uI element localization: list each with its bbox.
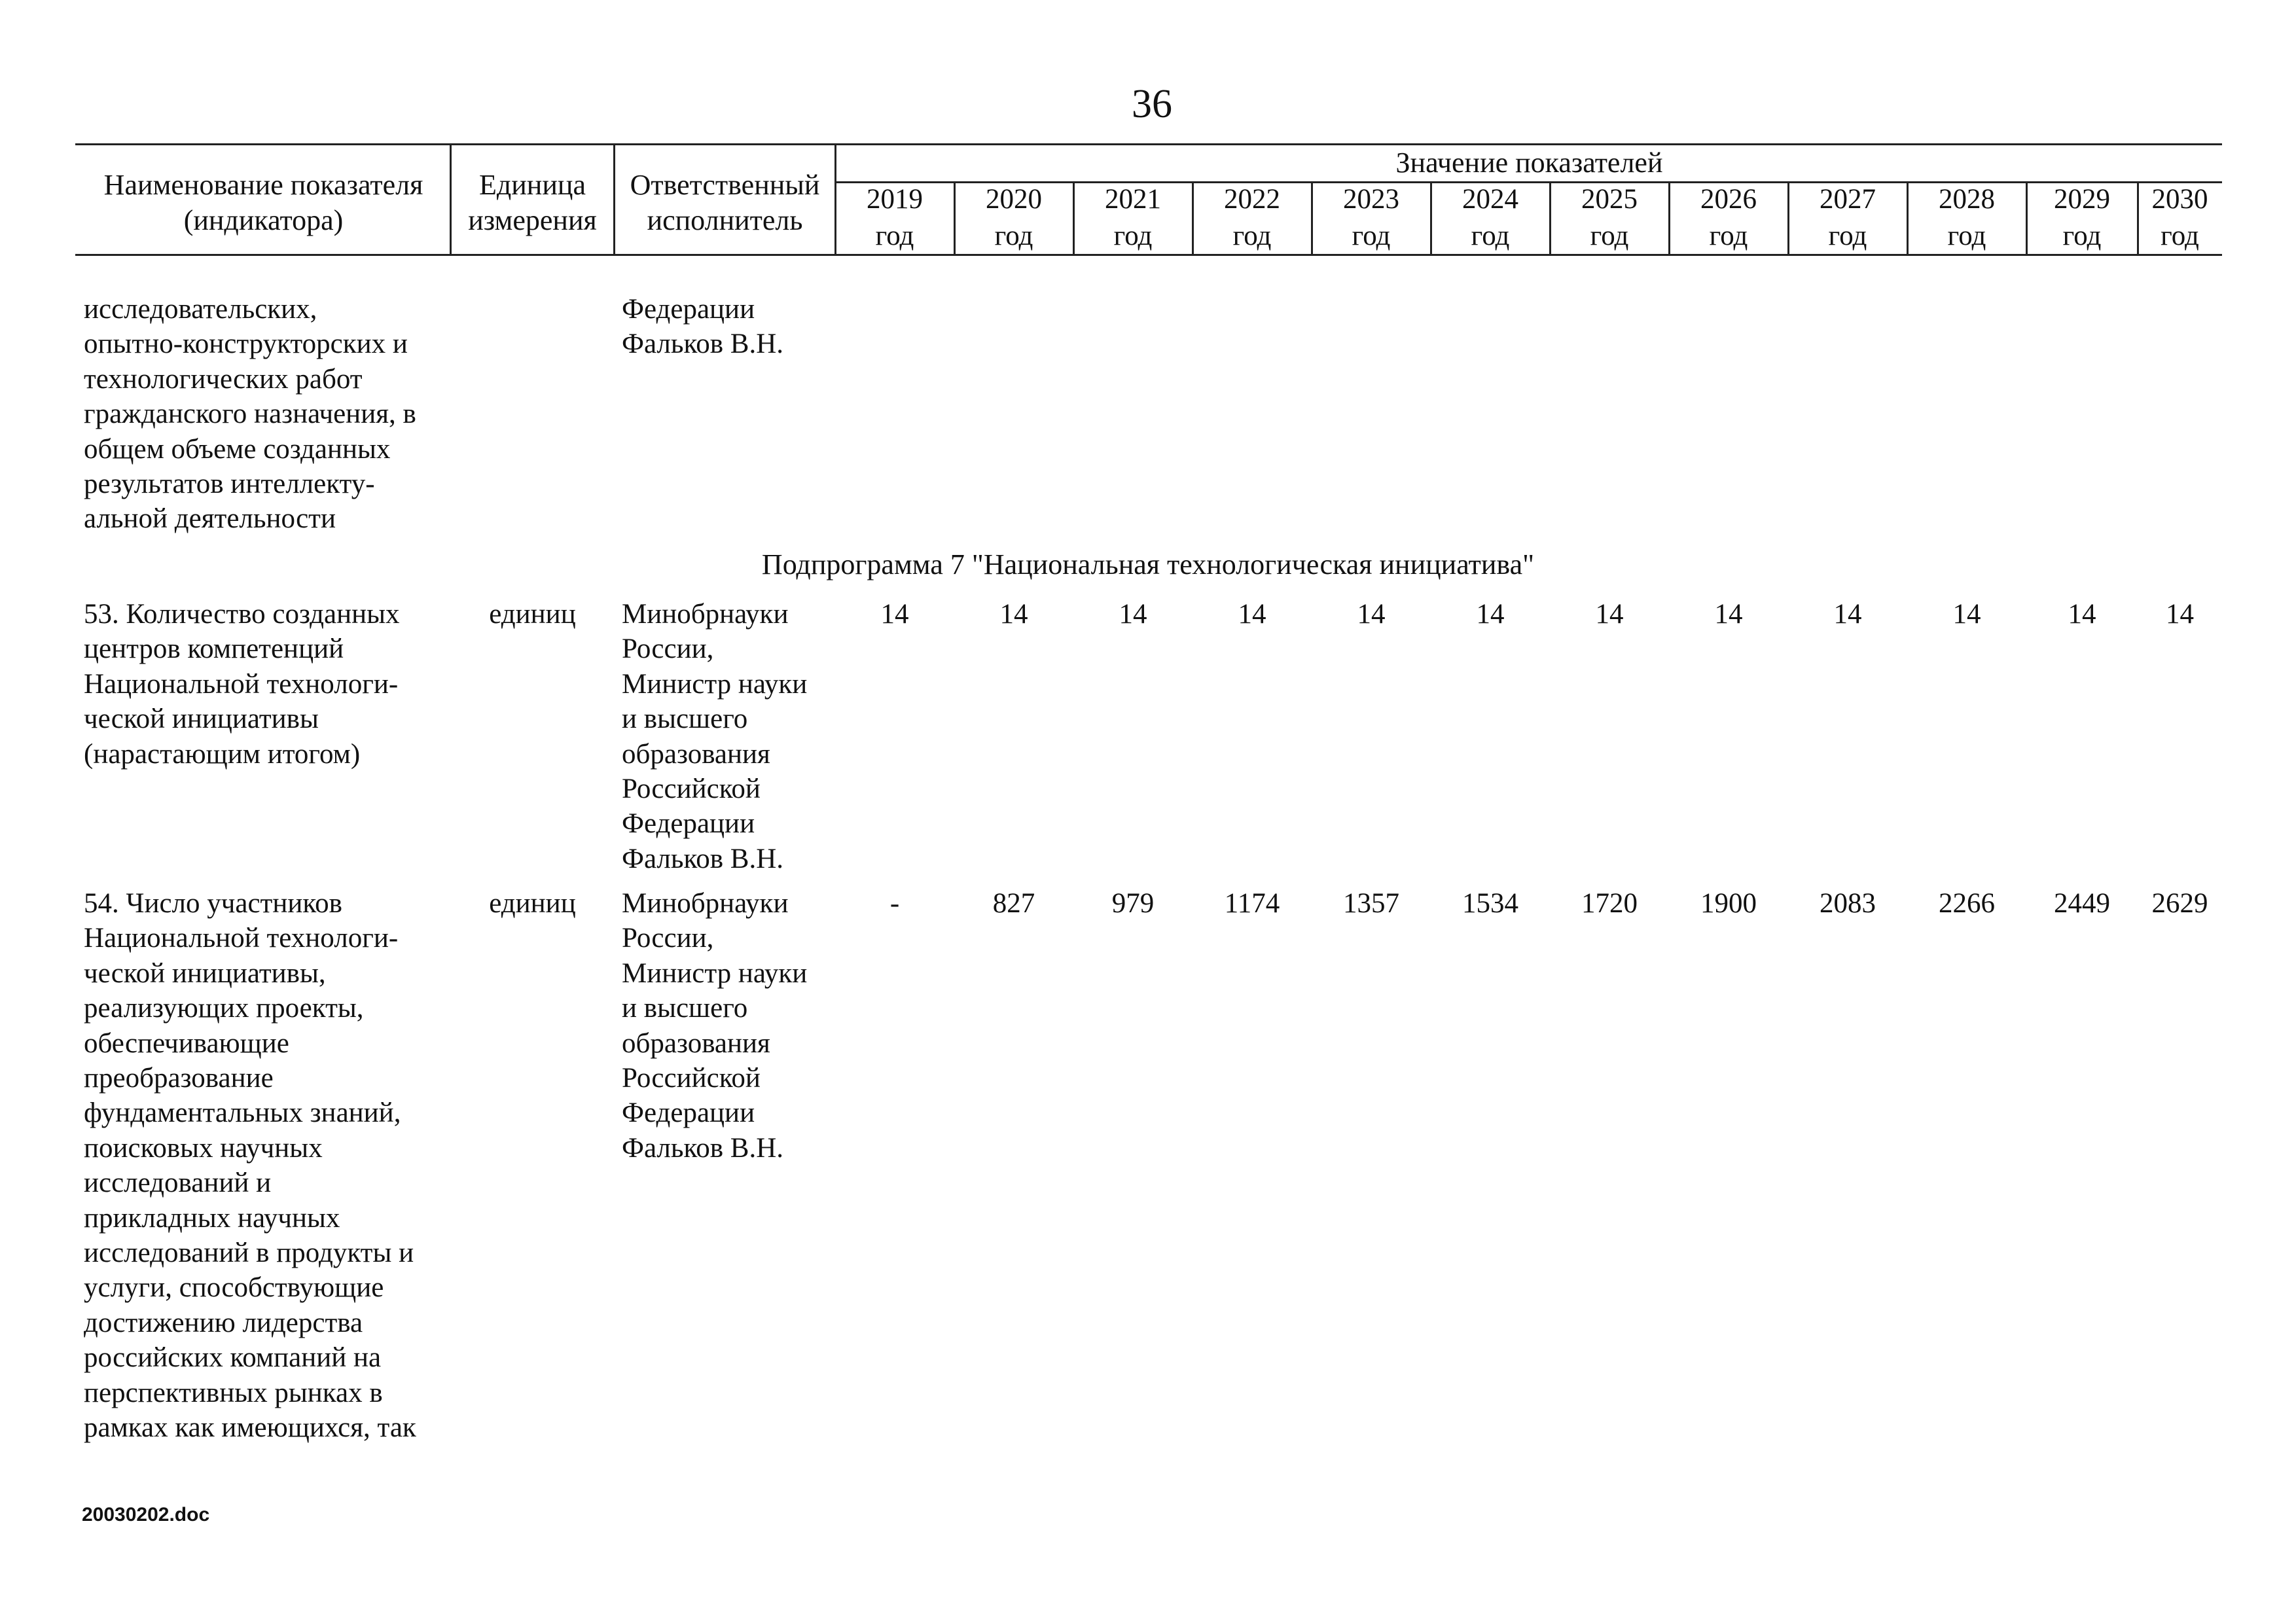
header-year-number: 2023 [1343, 184, 1399, 215]
indicator-responsible: Минобрнауки России, Министр науки и высшего образования Российской Федерации Фальков В.Н. [622, 888, 808, 1164]
continuation-name: исследовательских, опытно-конструкторских и технологических работ гражданского назначения, в общем объеме созданных результатов интеллекту- альной деятельности [84, 294, 416, 535]
table-cell-value: 14 [2068, 599, 2096, 630]
header-year-suffix: год [1352, 221, 1391, 251]
header-year [835, 181, 954, 255]
header-year-suffix: год [2062, 221, 2102, 251]
table-cell-value: 979 [1111, 888, 1155, 919]
header-year-suffix: год [1590, 221, 1629, 251]
table-cell-value: 1900 [1700, 888, 1757, 919]
table-cell-value: 1720 [1581, 888, 1638, 919]
header-year-number: 2028 [1939, 184, 1995, 215]
header-year [1193, 181, 1312, 255]
header-year-suffix: год [1828, 221, 1867, 251]
table-cell-value: 14 [1952, 599, 1981, 630]
table-cell-value: 2629 [2151, 888, 2208, 919]
table-cell-value: 2266 [1939, 888, 1995, 919]
header-year-suffix: год [1709, 221, 1748, 251]
continuation-responsible: Федерации Фальков В.Н. [622, 294, 783, 360]
table-cell-value: 14 [1595, 599, 1624, 630]
table-cell-value: 1174 [1224, 888, 1280, 919]
table-cell-value: 14 [1476, 599, 1505, 630]
table-cell-value: 14 [1714, 599, 1743, 630]
indicator-unit: единиц [489, 599, 576, 630]
table-cell-value: 1357 [1343, 888, 1399, 919]
table-cell-value: 14 [1833, 599, 1862, 630]
header-year-number: 2021 [1105, 184, 1161, 215]
header-year-number: 2027 [1820, 184, 1876, 215]
table-cell-value: 14 [880, 599, 909, 630]
header-year [1907, 181, 2026, 255]
table-cell-value: 14 [1357, 599, 1386, 630]
footer-filename: 20030202.doc [82, 1504, 210, 1525]
table-cell-value: 14 [1238, 599, 1266, 630]
header-year-number: 2019 [867, 184, 923, 215]
header-year-suffix: год [1232, 221, 1272, 251]
table-cell-value: 2449 [2054, 888, 2110, 919]
header-year-suffix: год [1471, 221, 1510, 251]
header-values-group: Значение показателей [1395, 147, 1663, 179]
indicator-name: 54. Число участников Национальной технологи- ческой инициативы, реализующих проекты, обеспечивающие преобразование фундаментальных знаний, поисковых научных исследований и прикладных научных исследований в продукты и услуги, способствующие достижению лидерства российских компаний на перспективных рынках в рамках как имеющихся, так [84, 888, 416, 1444]
header-year [954, 181, 1073, 255]
header-year [1431, 181, 1550, 255]
header-year-suffix: год [994, 221, 1033, 251]
header-year [1073, 181, 1193, 255]
header-year [2138, 181, 2222, 255]
table-cell-value: 14 [1119, 599, 1147, 630]
table-cell-value: - [889, 888, 900, 919]
header-year [1788, 181, 1907, 255]
table-cell-value: 827 [992, 888, 1035, 919]
header-year [1550, 181, 1669, 255]
indicator-name: 53. Количество созданных центров компетенций Национальной технологи- ческой инициативы (нарастающим итогом) [84, 599, 400, 770]
header-year-number: 2020 [986, 184, 1042, 215]
indicator-responsible: Минобрнауки России, Министр науки и высшего образования Российской Федерации Фальков В.Н. [622, 599, 808, 874]
header-year-number: 2022 [1224, 184, 1280, 215]
header-year [1669, 181, 1788, 255]
header-year-suffix: год [2161, 221, 2199, 251]
header-year-suffix: год [1113, 221, 1153, 251]
header-year-suffix: год [875, 221, 914, 251]
header-indicator-name: Наименование показателя (индикатора) [103, 169, 423, 236]
table-cell-value: 14 [999, 599, 1028, 630]
header-year-number: 2029 [2054, 184, 2110, 215]
header-year-number: 2026 [1700, 184, 1757, 215]
header-year [1312, 181, 1431, 255]
indicator-unit: единиц [489, 888, 576, 919]
header-year-number: 2030 [2151, 184, 2208, 215]
table-cell-value: 1534 [1462, 888, 1518, 919]
header-unit: Единица измерения [468, 169, 597, 236]
header-year-number: 2025 [1581, 184, 1638, 215]
header-responsible: Ответственный исполнитель [630, 169, 820, 236]
header-year [2026, 181, 2138, 255]
subprogram-title: Подпрограмма 7 "Национальная технологическая инициатива" [761, 548, 1535, 580]
page-number: 36 [1132, 82, 1172, 126]
header-year-suffix: год [1947, 221, 1986, 251]
table-cell-value: 2083 [1820, 888, 1876, 919]
header-year-number: 2024 [1462, 184, 1518, 215]
table-cell-value: 14 [2166, 599, 2194, 630]
